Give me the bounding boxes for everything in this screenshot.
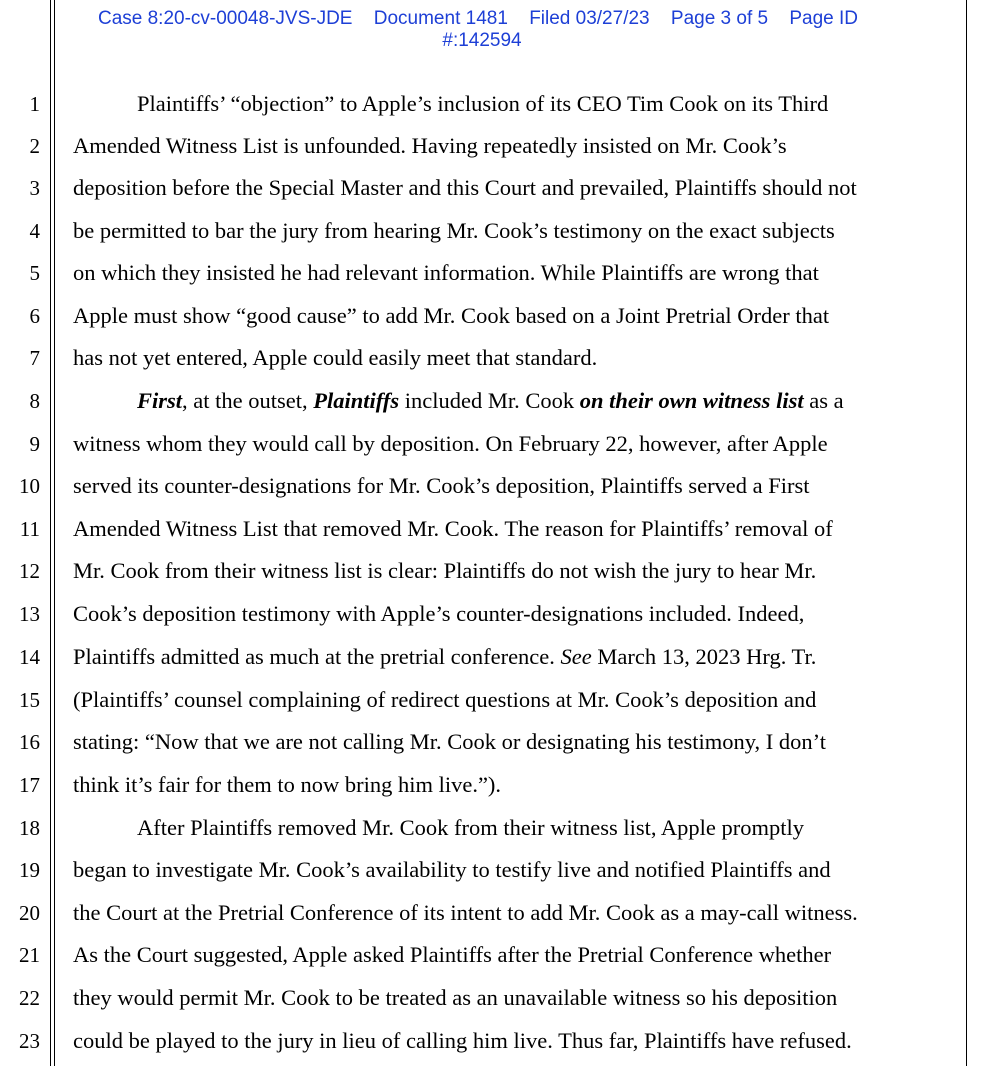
body-line: they would permit Mr. Cook to be treated as an unavailable witness so his deposition <box>73 985 838 1010</box>
line-number: 18 <box>19 816 40 840</box>
line-number: 14 <box>19 645 40 669</box>
body-line <box>73 644 816 670</box>
line-number: 9 <box>29 432 40 456</box>
body-line: Plaintiffs’ “objection” to Apple’s inclusion of its CEO Tim Cook on its Third <box>137 91 829 116</box>
body-line: After Plaintiffs removed Mr. Cook from their witness list, Apple promptly <box>137 815 805 840</box>
line-number: 19 <box>19 858 40 882</box>
body-line: could be played to the jury in lieu of calling him live. Thus far, Plaintiffs have refused. <box>73 1028 852 1053</box>
body-line: began to investigate Mr. Cook’s availability to testify live and notified Plaintiffs and <box>73 857 831 882</box>
line-number: 6 <box>29 304 40 328</box>
page-id-label: Page ID <box>789 8 859 29</box>
body-line: stating: “Now that we are not calling Mr. Cook or designating his testimony, I don’t <box>73 729 827 754</box>
page-id: #:142594 <box>442 30 522 51</box>
ecf-header <box>52 8 912 52</box>
line-number: 3 <box>29 176 40 200</box>
line-number: 7 <box>29 346 40 370</box>
line-number: 23 <box>19 1029 40 1053</box>
line-number: 13 <box>19 602 40 626</box>
body-line: be permitted to bar the jury from hearing Mr. Cook’s testimony on the exact subjects <box>73 218 835 243</box>
line-number: 8 <box>29 389 40 413</box>
line-number: 20 <box>19 901 40 925</box>
body-line: has not yet entered, Apple could easily meet that standard. <box>73 345 598 370</box>
text-run: March 13, 2023 Hrg. Tr. <box>591 644 817 669</box>
body-line: on which they insisted he had relevant information. While Plaintiffs are wrong that <box>73 260 819 285</box>
text-run: as a <box>803 388 844 413</box>
body-line <box>73 388 844 414</box>
line-number: 17 <box>19 773 40 797</box>
citation-signal-see: See <box>560 644 592 669</box>
line-number: 10 <box>19 474 40 498</box>
body-line: Amended Witness List that removed Mr. Cook. The reason for Plaintiffs’ removal of <box>73 516 833 541</box>
body-line: (Plaintiffs’ counsel complaining of redirect questions at Mr. Cook’s deposition and <box>73 687 817 712</box>
text-run: included Mr. Cook <box>399 388 580 413</box>
line-number: 12 <box>19 559 40 583</box>
text-run: Plaintiffs admitted as much at the pretrial conference. <box>73 644 561 669</box>
body-line: witness whom they would call by deposition. On February 22, however, after Apple <box>73 431 828 456</box>
emphasis-first: First <box>137 388 183 413</box>
text-run: , at the outset, <box>182 388 314 413</box>
line-number: 21 <box>19 943 40 967</box>
line-number: 22 <box>19 986 40 1010</box>
document-number: Document 1481 <box>373 8 508 29</box>
line-number: 1 <box>29 92 40 116</box>
right-margin-rule <box>966 0 967 1066</box>
left-margin-rule-outer <box>50 0 51 1066</box>
body-line: think it’s fair for them to now bring him live.”). <box>73 772 502 797</box>
body-line: the Court at the Pretrial Conference of its intent to add Mr. Cook as a may-call witness. <box>73 900 858 925</box>
line-number: 4 <box>29 219 40 243</box>
line-number: 2 <box>29 134 40 158</box>
line-number: 16 <box>19 730 40 754</box>
body-line: Amended Witness List is unfounded. Having repeatedly insisted on Mr. Cook’s <box>73 133 787 158</box>
line-number: 5 <box>29 261 40 285</box>
ecf-header-row <box>52 8 912 30</box>
body-line: Mr. Cook from their witness list is clear: Plaintiffs do not wish the jury to hear Mr. <box>73 558 817 583</box>
case-number: Case 8:20-cv-00048-JVS-JDE <box>97 8 353 29</box>
left-margin-rule-inner <box>54 0 55 1066</box>
body-line: As the Court suggested, Apple asked Plaintiffs after the Pretrial Conference whether <box>73 942 832 967</box>
body-line: served its counter-designations for Mr. Cook’s deposition, Plaintiffs served a First <box>73 473 810 498</box>
emphasis-plaintiffs: Plaintiffs <box>313 388 400 413</box>
body-line: Cook’s deposition testimony with Apple’s counter-designations included. Indeed, <box>73 601 805 626</box>
emphasis-witness-list: on their own witness list <box>579 388 804 413</box>
line-number: 15 <box>19 688 40 712</box>
line-number: 11 <box>19 517 40 541</box>
filed-date: Filed 03/27/23 <box>529 8 650 29</box>
page-indicator: Page 3 of 5 <box>670 8 769 29</box>
body-line: Apple must show “good cause” to add Mr. Cook based on a Joint Pretrial Order that <box>73 303 830 328</box>
body-line: deposition before the Special Master and this Court and prevailed, Plaintiffs should not <box>73 175 857 200</box>
